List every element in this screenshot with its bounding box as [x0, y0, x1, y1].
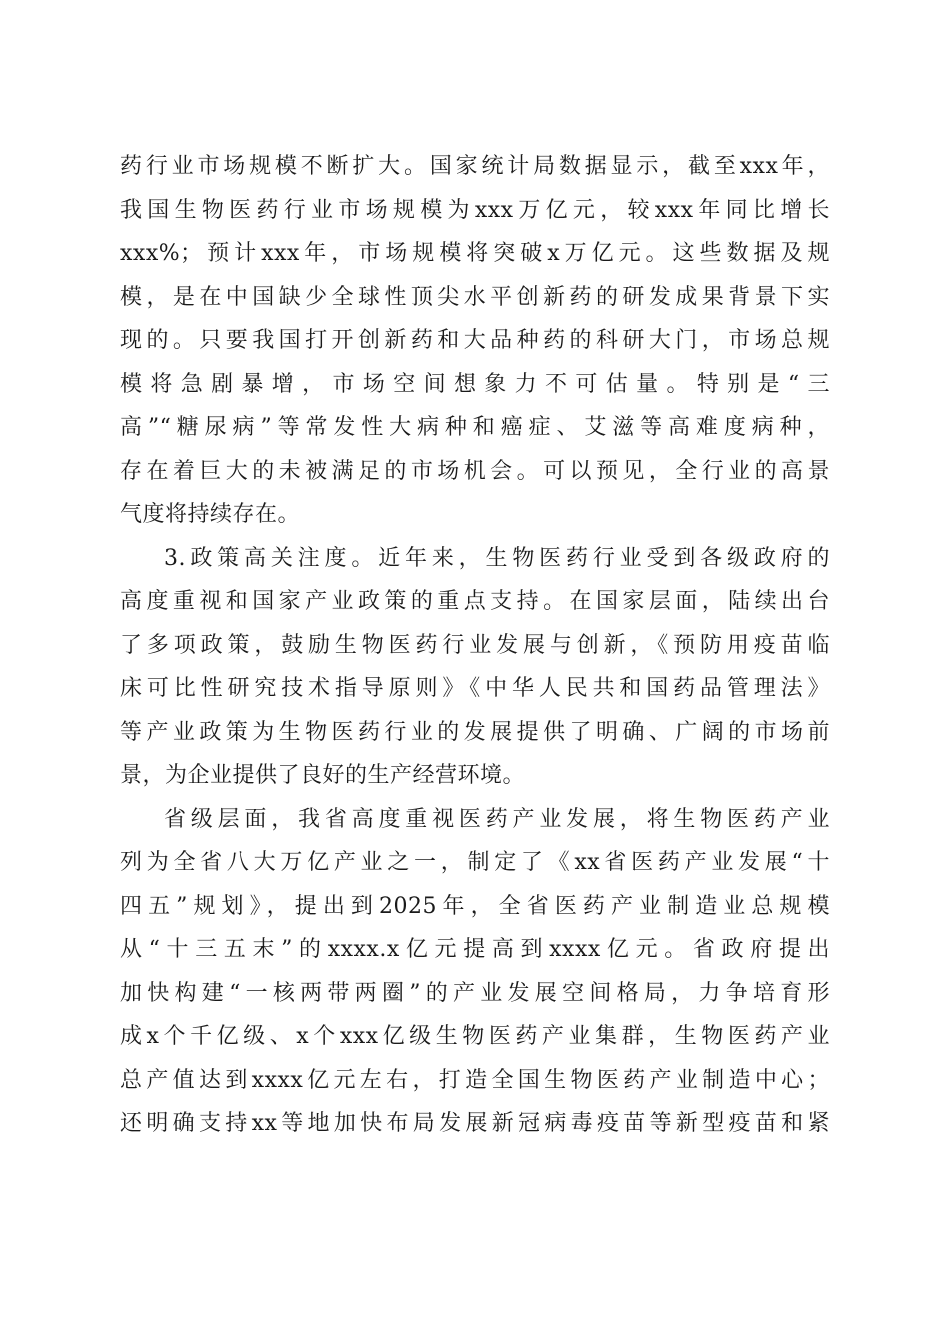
paragraph-line: xxx%；预计xxx年，市场规模将突破x万亿元。这些数据及规 [120, 241, 830, 266]
paragraph-line: 床可比性研究技术指导原则》《中华人民共和国药品管理法》 [120, 676, 830, 701]
paragraph-line: 高”“糖尿病”等常发性大病种和癌症、艾滋等高难度病种， [120, 415, 830, 440]
paragraph-line: 药行业市场规模不断扩大。国家统计局数据显示，截至xxx年， [120, 154, 830, 179]
paragraph-line: 等产业政策为生物医药行业的发展提供了明确、广阔的市场前 [120, 720, 830, 745]
paragraph-line: 景，为企业提供了良好的生产经营环境。 [120, 763, 526, 788]
paragraph-line: 从“十三五末”的xxxx.x亿元提高到xxxx亿元。省政府提出 [120, 937, 830, 962]
paragraph-line: 我国生物医药行业市场规模为xxx万亿元，较xxx年同比增长 [120, 198, 830, 223]
paragraph-line: 了多项政策，鼓励生物医药行业发展与创新，《预防用疫苗临 [120, 633, 830, 658]
paragraph-line: 成x个千亿级、x个xxx亿级生物医药产业集群，生物医药产业 [120, 1024, 830, 1049]
paragraph-line: 列为全省八大万亿产业之一，制定了《xx省医药产业发展“十 [120, 850, 830, 875]
paragraph-line: 模，是在中国缺少全球性顶尖水平创新药的研发成果背景下实 [120, 285, 830, 310]
paragraph-line: 现的。只要我国打开创新药和大品种药的科研大门，市场总规 [120, 328, 830, 353]
paragraph-line: 省级层面，我省高度重视医药产业发展，将生物医药产业 [164, 807, 830, 832]
paragraph-line: 加快构建“一核两带两圈”的产业发展空间格局，力争培育形 [120, 981, 830, 1006]
paragraph-line: 还明确支持xx等地加快布局发展新冠病毒疫苗等新型疫苗和紧 [120, 1111, 830, 1136]
paragraph-line: 存在着巨大的未被满足的市场机会。可以预见，全行业的高景 [120, 459, 830, 484]
paragraph-line: 模将急剧暴增，市场空间想象力不可估量。特别是“三 [120, 372, 830, 397]
paragraph-line: 高度重视和国家产业政策的重点支持。在国家层面，陆续出台 [120, 589, 830, 614]
paragraph-line: 总产值达到xxxx亿元左右，打造全国生物医药产业制造中心； [120, 1068, 830, 1093]
paragraph-line: 四五”规划》，提出到2025年，全省医药产业制造业总规模 [120, 894, 830, 919]
paragraph-line: 气度将持续存在。 [120, 502, 301, 527]
section-heading-line: 3.政策高关注度。近年来，生物医药行业受到各级政府的 [164, 546, 830, 571]
